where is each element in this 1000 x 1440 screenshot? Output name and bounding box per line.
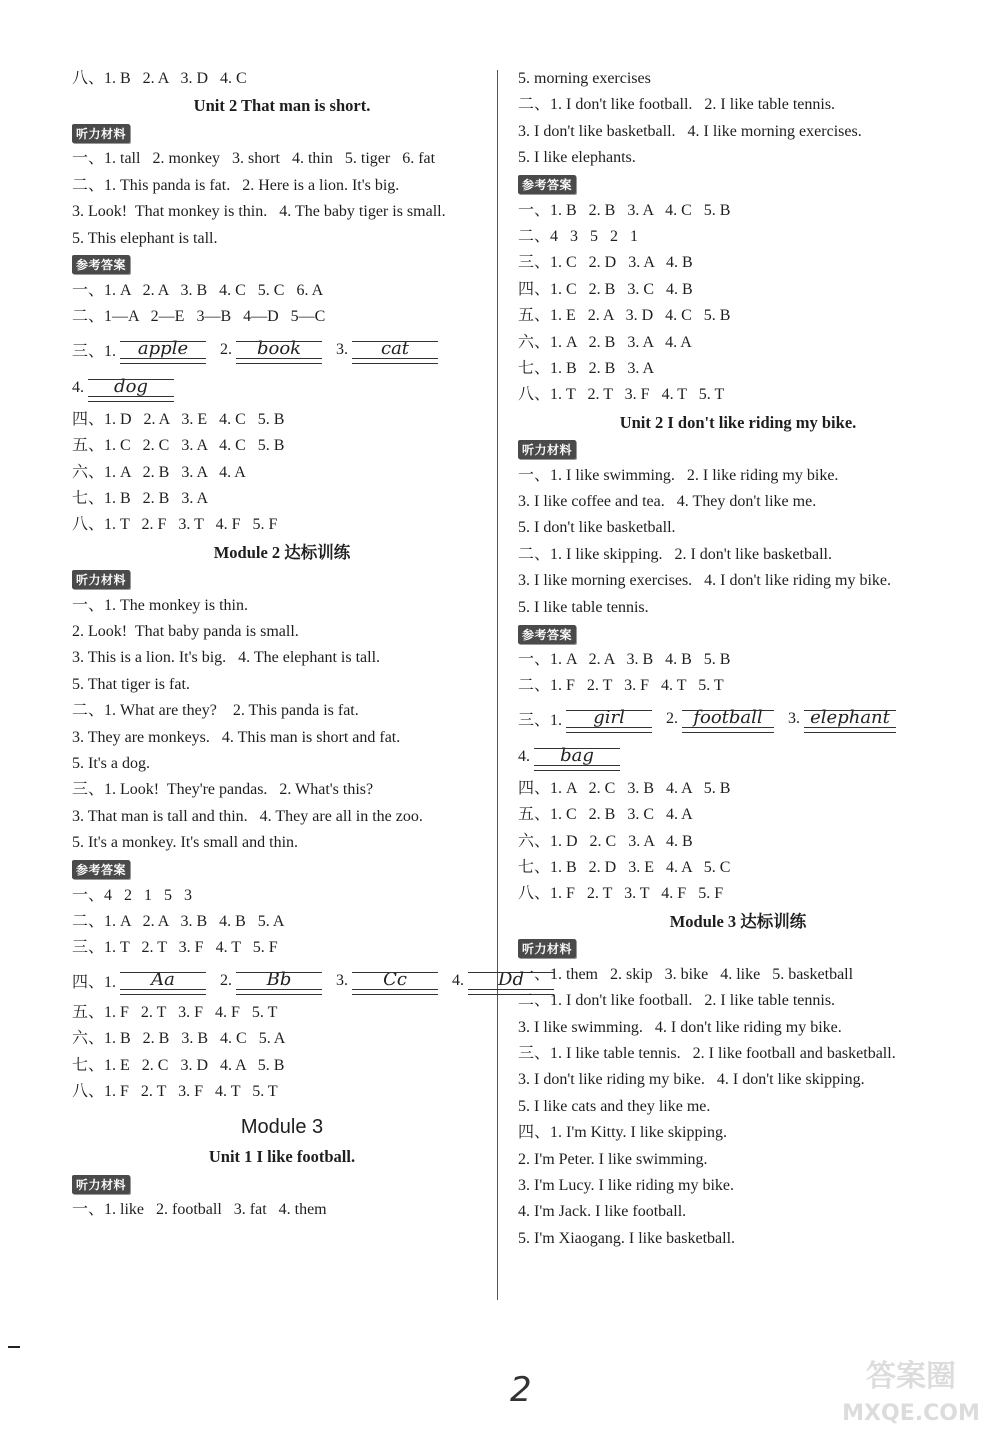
handwriting-item [220,335,322,365]
section-tag-row [518,936,958,962]
section-heading: Unit 2 I don't like riding my bike. [619,412,857,432]
answer-line: 五、1. F 2. T 3. F 4. F 5. T [72,1003,278,1021]
answer-line: 八、1. F 2. T 3. T 4. F 5. F [518,885,724,903]
item-number: 4. [518,747,530,765]
page-number: 2 [510,1370,532,1410]
handwriting-item [666,704,774,734]
section-tag: 参考答案 [518,625,576,644]
answer-line: 3. I don't like riding my bike. 4. I don't like skipping. [518,1071,865,1089]
section-tag: 参考答案 [72,860,130,879]
answer-line: 一、1. like 2. football 3. fat 4. them [72,1201,327,1219]
item-number: 2. [220,971,233,989]
item-number: 三、1. [72,343,117,361]
answer-line: 一、1. tall 2. monkey 3. short 4. thin 5. tiger 6. fat [72,150,436,168]
handwriting-item [336,335,438,365]
handwritten-word: football [682,704,774,734]
answer-line: 二、1. A 2. A 3. B 4. B 5. A [72,912,285,930]
watermark-title: 答案圈 [866,1359,956,1394]
answer-line: 三、1. T 2. T 3. F 4. T 5. F [72,939,278,957]
section-heading: Unit 2 That man is short. [193,96,371,116]
answer-line: 一、1. The monkey is thin. [72,596,248,614]
answer-line: 二、1. What are they? 2. This panda is fat. [72,702,359,720]
handwritten-word: elephant [804,704,896,734]
margin-mark [8,1346,20,1348]
answer-line: 一、1. A 2. A 3. B 4. B 5. B [518,651,731,669]
answer-line: 3. I don't like basketball. 4. I like morning exercises. [518,122,862,140]
handwriting-item [72,335,206,365]
handwritten-word: Dd [468,966,554,996]
item-number: 2. [666,709,679,727]
section-tag-row [72,567,492,593]
section-tag-row [518,172,958,198]
item-number: 三、1. [518,712,563,730]
answer-line: 3. I like swimming. 4. I don't like riding my bike. [518,1018,842,1036]
answer-line: 四、1. I'm Kitty. I like skipping. [518,1124,727,1142]
answer-line: 四、1. C 2. B 3. C 4. B [518,280,693,298]
handwritten-word: apple [120,335,206,365]
item-number: 3. [336,340,349,358]
answer-line: 5. It's a dog. [72,755,150,773]
handwritten-word: Bb [236,966,322,996]
section-heading: Module 3 达标训练 [669,911,807,931]
handwritten-word: book [236,335,322,365]
handwriting-row [72,369,492,407]
handwriting-item [72,373,174,403]
section-tag-row [72,1171,492,1197]
answer-line: 七、1. B 2. B 3. A [518,359,655,377]
answer-line: 3. This is a lion. It's big. 4. The elephant is tall. [72,649,381,667]
handwritten-word: girl [566,704,652,734]
section-tag-row [72,857,492,883]
answer-line: 二、4 3 5 2 1 [518,227,639,245]
section-tag: 参考答案 [518,175,576,194]
answer-line: 七、1. E 2. C 3. D 4. A 5. B [72,1056,285,1074]
answer-line: 二、1—A 2—E 3—B 4—D 5—C [72,308,326,326]
answer-line: 3. They are monkeys. 4. This man is short and fat. [72,728,401,746]
answer-line: 六、1. A 2. B 3. A 4. A [72,463,246,481]
answer-line: 一、1. I like swimming. 2. I like riding my bike. [518,466,839,484]
answer-line: 5. I don't like basketball. [518,519,676,537]
answer-line: 一、1. A 2. A 3. B 4. C 5. C 6. A [72,281,324,299]
handwriting-item [788,704,896,734]
answer-line: 3. That man is tall and thin. 4. They are all in the zoo. [72,807,423,825]
answer-line: 5. This elephant is tall. [72,229,218,247]
item-number: 2. [220,340,233,358]
right-column [518,66,958,1252]
answer-line: 八、1. F 2. T 3. F 4. T 5. T [72,1082,278,1100]
answer-line: 五、1. C 2. B 3. C 4. A [518,806,693,824]
answer-line: 三、1. I like table tennis. 2. I like football and basketball. [518,1044,896,1062]
answer-line: 二、1. I don't like football. 2. I like table tennis. [518,96,836,114]
item-number: 3. [336,971,349,989]
answer-line: 二、1. This panda is fat. 2. Here is a lion. It's big. [72,176,400,194]
section-heading: Module 2 达标训练 [213,542,351,562]
handwritten-word: cat [352,335,438,365]
section-tag-row [518,621,958,647]
answer-line: 二、1. I like skipping. 2. I don't like basketball. [518,545,832,563]
answer-line: 七、1. B 2. B 3. A [72,489,209,507]
item-number: 3. [788,709,801,727]
answer-line: 五、1. E 2. A 3. D 4. C 5. B [518,307,731,325]
section-tag: 听力材料 [72,570,130,589]
answer-line: 八、1. T 2. T 3. F 4. T 5. T [518,386,725,404]
answer-line: 一、1. B 2. B 3. A 4. C 5. B [518,201,731,219]
left-column [72,66,524,1224]
answer-line: 5. It's a monkey. It's small and thin. [72,834,299,852]
answer-line: 一、4 2 1 5 3 [72,886,193,904]
section-tag: 听力材料 [72,124,130,143]
answer-line: 3. I like coffee and tea. 4. They don't like me. [518,493,817,511]
section-tag: 参考答案 [72,255,130,274]
section-heading: Unit 1 I like football. [208,1147,356,1167]
answer-line: 六、1. A 2. B 3. A 4. A [518,333,692,351]
answer-line: 二、1. I don't like football. 2. I like table tennis. [518,992,836,1010]
answer-line: 八、1. B 2. A 3. D 4. C [72,70,247,87]
answer-line: 5. I like cats and they like me. [518,1097,711,1115]
answer-line: 5. I like table tennis. [518,598,649,616]
answer-line: 2. I'm Peter. I like swimming. [518,1150,708,1168]
handwriting-row [72,331,492,369]
answer-line: 七、1. B 2. D 3. E 4. A 5. C [518,858,731,876]
section-tag-row [72,252,492,278]
answer-line: 三、1. C 2. D 3. A 4. B [518,254,693,272]
answer-line: 六、1. B 2. B 3. B 4. C 5. A [72,1030,286,1048]
answer-line: 4. I'm Jack. I like football. [518,1203,687,1221]
answer-line: 5. morning exercises [518,70,651,87]
item-number: 4. [72,378,84,396]
section-tag: 听力材料 [72,1175,130,1194]
answer-line: 四、1. A 2. C 3. B 4. A 5. B [518,779,731,797]
section-tag: 听力材料 [518,440,576,459]
answer-line: 八、1. T 2. F 3. T 4. F 5. F [72,516,278,534]
handwriting-item [518,704,652,734]
handwriting-item [72,966,206,996]
handwriting-row [518,738,958,776]
item-number: 4. [452,971,465,989]
section-heading: Module 3 [240,1116,324,1139]
answer-line: 2. Look! That baby panda is small. [72,623,299,641]
answer-line: 五、1. C 2. C 3. A 4. C 5. B [72,437,285,455]
watermark-logo [836,1350,986,1430]
answer-line: 三、1. Look! They're pandas. 2. What's this? [72,781,374,799]
answer-line: 六、1. D 2. C 3. A 4. B [518,832,693,850]
section-tag: 听力材料 [518,939,576,958]
item-number: 四、1. [72,974,117,992]
handwritten-word: Aa [120,966,206,996]
column-divider [497,70,498,1300]
handwriting-row [72,962,524,1000]
watermark-url: MXQE.COM [842,1401,980,1426]
handwriting-item [220,966,322,996]
handwritten-word: bag [534,742,620,772]
section-tag-row [518,437,958,463]
answer-line: 5. That tiger is fat. [72,675,190,693]
section-tag-row [72,120,492,146]
handwriting-item [518,742,620,772]
handwriting-row [518,700,958,738]
answer-line: 3. I like morning exercises. 4. I don't like riding my bike. [518,572,892,590]
answer-line: 一、1. them 2. skip 3. bike 4. like 5. basketball [518,965,854,983]
handwritten-word: Cc [352,966,438,996]
handwritten-word: dog [88,373,174,403]
answer-line: 四、1. D 2. A 3. E 4. C 5. B [72,410,285,428]
answer-line: 5. I like elephants. [518,149,636,167]
answer-line: 5. I'm Xiaogang. I like basketball. [518,1229,736,1247]
answer-line: 3. I'm Lucy. I like riding my bike. [518,1176,735,1194]
answer-line: 二、1. F 2. T 3. F 4. T 5. T [518,677,724,695]
handwriting-item [336,966,438,996]
answer-line: 3. Look! That monkey is thin. 4. The baby tiger is small. [72,203,446,221]
